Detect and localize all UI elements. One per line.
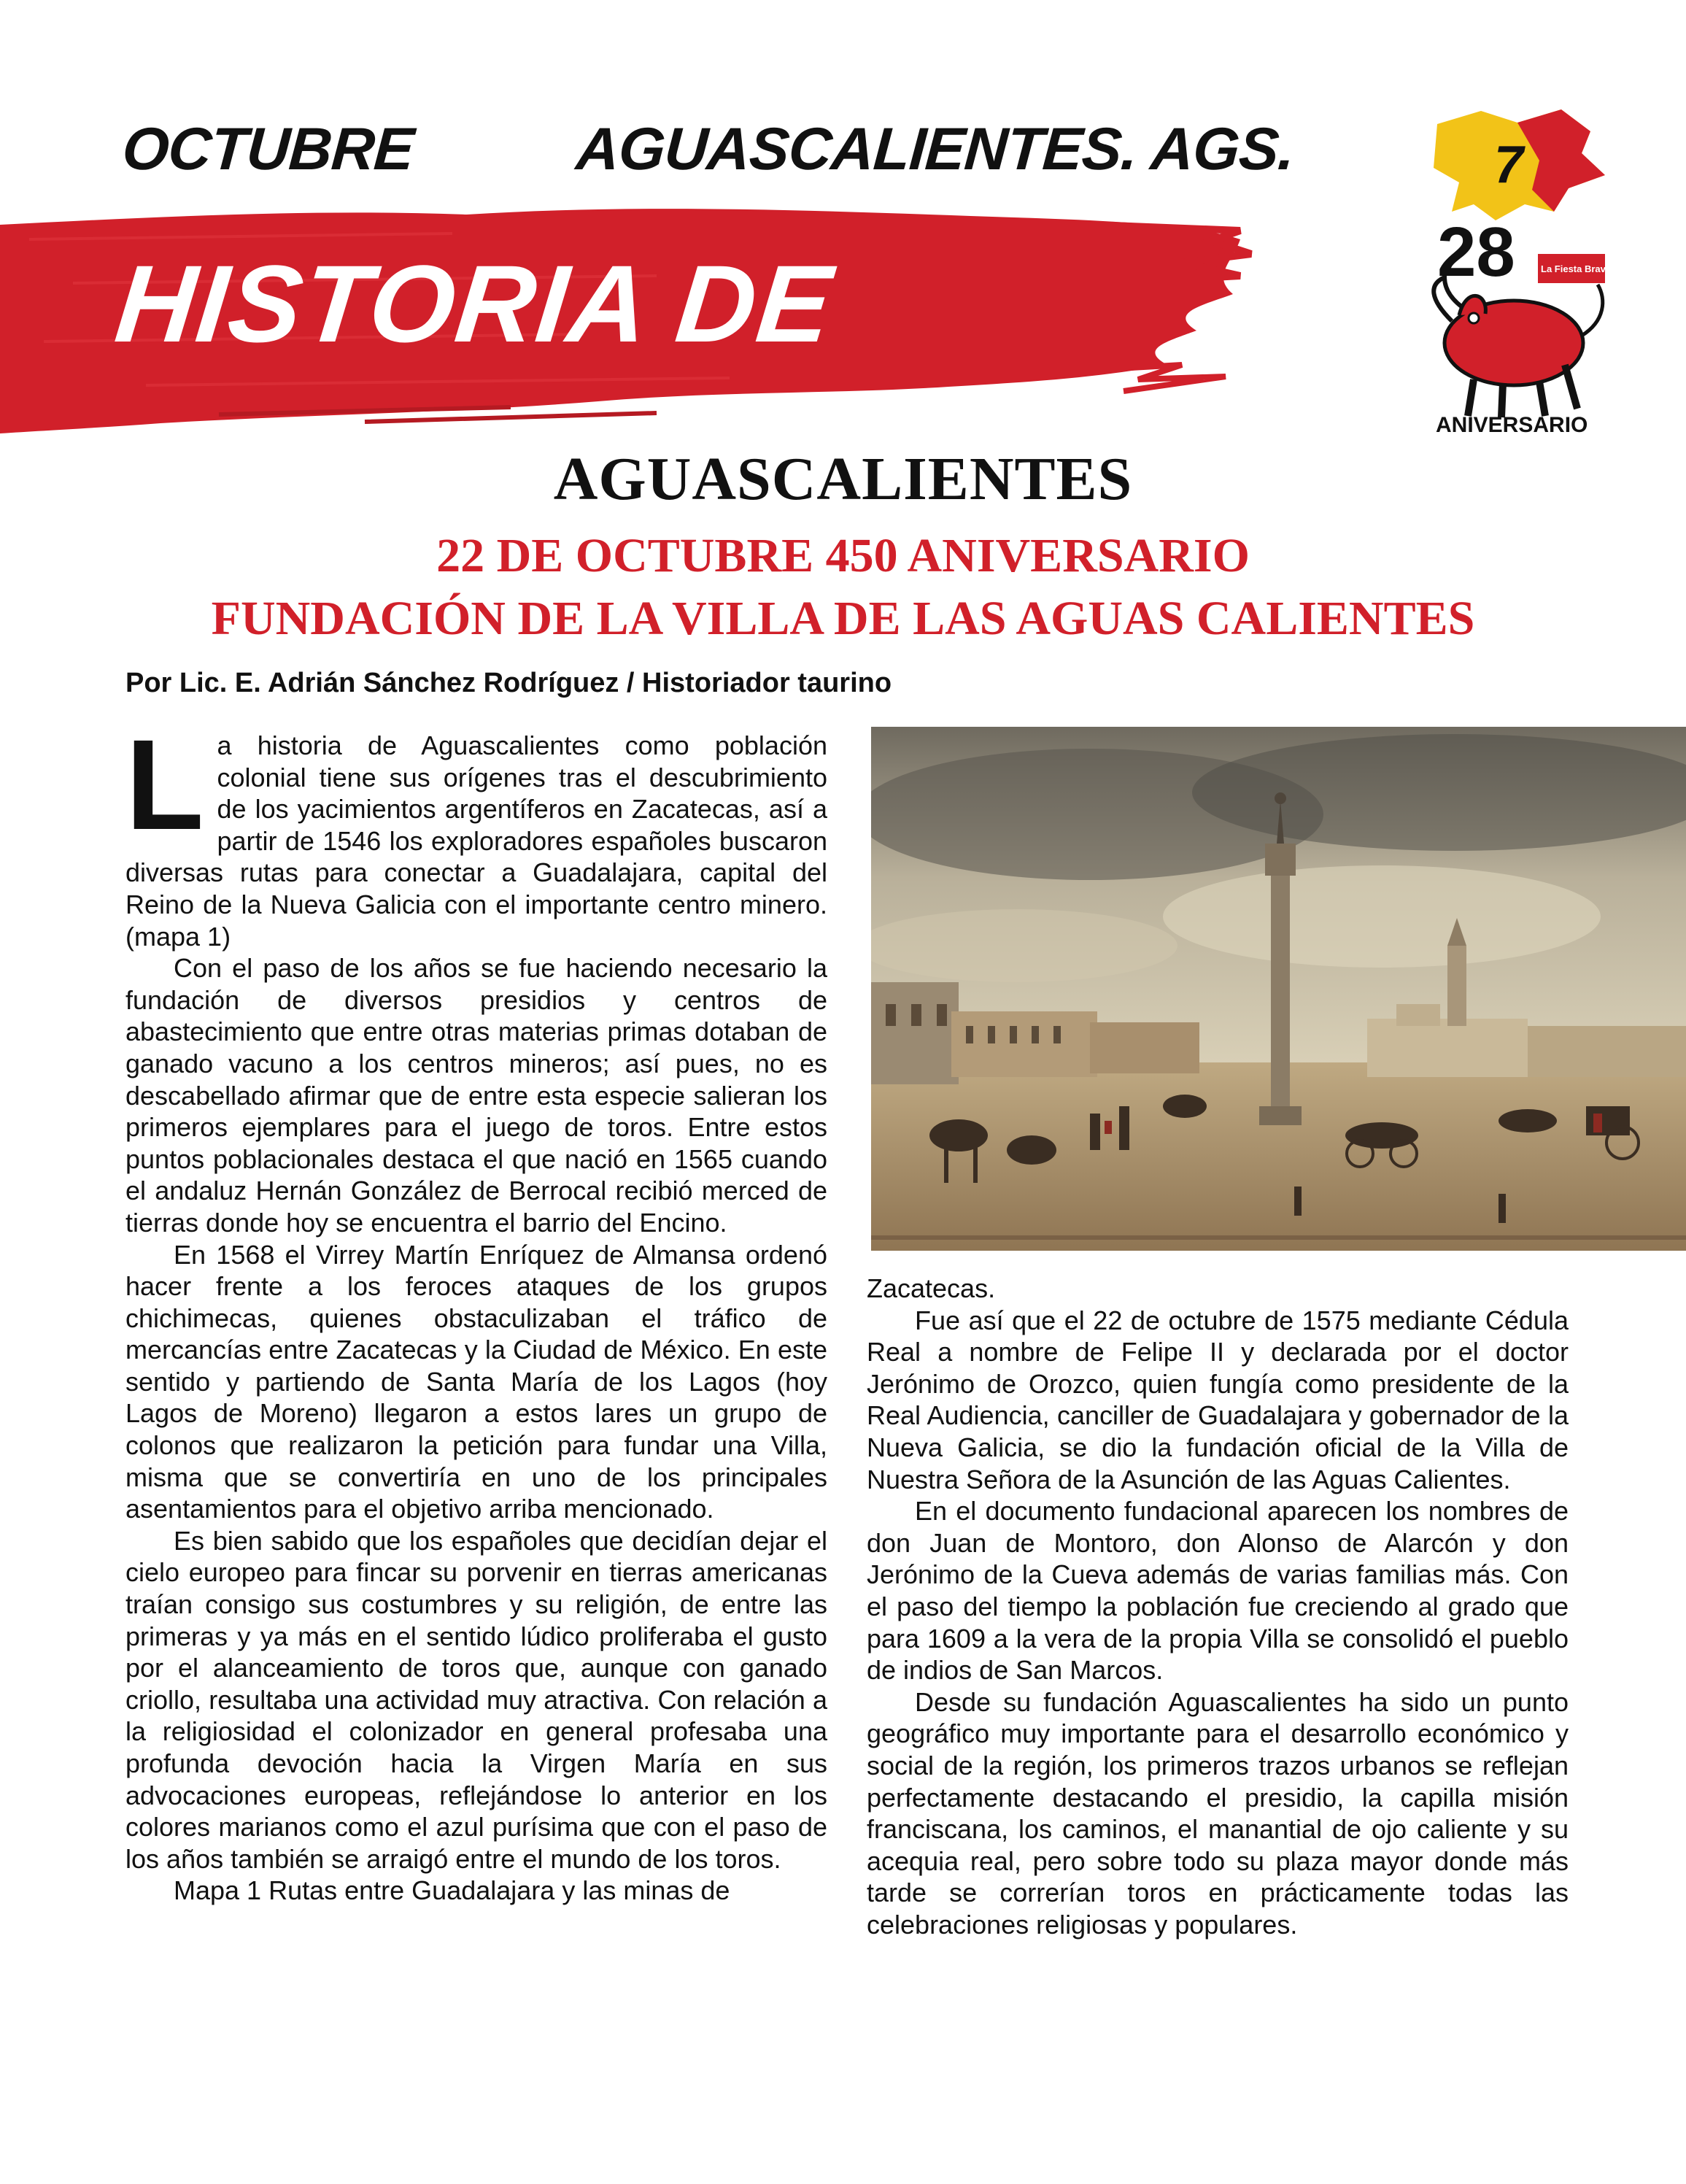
badge-caption: ANIVERSARIO	[1436, 413, 1588, 437]
paragraph: Desde su fundación Aguascalientes ha sido un punto geográfico muy importante para el desarrollo económico y social de la región, los primeros trazos urbanos se reflejan perfectamente destacando el presidio, la capilla misión franciscana, los caminos, el manantial de ojo caliente y su acequia real, pero sobre todo su plaza mayor donde más tarde se correrían toros en prácticamente todas las celebraciones religiosas y populares.	[867, 1686, 1569, 1940]
paragraph: Mapa 1 Rutas entre Guadalajara y las minas de	[174, 1875, 730, 1906]
section-title: HISTORIA DE	[110, 242, 839, 365]
article-subtitle-1: 22 DE OCTUBRE 450 ANIVERSARIO	[436, 529, 1250, 582]
byline: Por Lic. E. Adrián Sánchez Rodríguez / Historiador taurino	[125, 668, 892, 698]
issue-city: AGUASCALIENTES. AGS.	[573, 116, 1297, 182]
paragraph: En 1568 el Virrey Martín Enríquez de Almansa ordenó hacer frente a los feroces ataques de los grupos chichimecas, quienes obstaculizaban el tráfico de mercancías entre Zacatecas y la Ciudad de México. En este sentido y partiendo de Santa María de los Lagos (hoy Lagos de Moreno) llegaron a estos lares un grupo de colonos que realizaron la petición para fundar una Villa, misma que se convertiría en uno de los principales asentamientos para el objetivo arriba mencionado.	[125, 1239, 827, 1524]
paragraph: Es bien sabido que los españoles que decidían dejar el cielo europeo para fincar su porvenir en tierras americanas traían consigo sus costumbres y su religión, de entre las primeras y ya más en el sentido lúdico proliferaba el gusto por el alanceamiento de toros que, aunque con ganado criollo, resultaba una actividad muy atractiva. Con relación a la religiosidad el colonizador en general profesaba una profunda devoción hacia la Virgen María en sus advocaciones europeas, reflejándose lo anterior en los colores marianos como el azul purísima que con el paso de los años también se arraigó entre el mundo de los toros.	[125, 1525, 827, 1874]
drop-cap: L	[125, 714, 204, 857]
paragraph: En el documento fundacional aparecen los nombres de don Juan de Montoro, don Alonso de Alarcón y don Jerónimo de la Cueva además de varias familias más. Con el paso del tiempo la población fue creciendo al grado que para 1609 a la vera de la propia Villa se consolidó el pueblo de indios de San Marcos.	[867, 1496, 1569, 1686]
left-column	[125, 714, 827, 1907]
historic-plaza-painting	[871, 727, 1686, 1251]
badge-ribbon-text: La Fiesta Brava	[1541, 263, 1612, 274]
paragraph: Fue así que el 22 de octubre de 1575 mediante Cédula Real a nombre de Felipe II y declarada por el doctor Jerónimo de Orozco, quien fungía como presidente de la Real Audiencia, canciller de Guadalajara y gobernador de la Nueva Galicia, se dio la fundación oficial de la Villa de Nuestra Señora de la Asunción de las Aguas Calientes.	[867, 1305, 1569, 1494]
paragraph: Con el paso de los años se fue haciendo necesario la fundación de diversos presidios y centros de abastecimiento que entre otras materias primas dotaban de ganado vacuno a los centros mineros; así pues, no es descabellado afirmar que de entre esta especie salieran los primeros ejemplares para el juego de toros. Entre estos puntos poblacionales destaca el que nació en 1565 cuando el andaluz Hernán González de Berrocal recibió merced de tierras donde hoy se encuentra el barrio del Encino.	[125, 953, 827, 1238]
anniversary-badge	[1415, 102, 1634, 438]
article-title: AGUASCALIENTES	[553, 445, 1133, 513]
paragraph: Zacatecas.	[867, 1273, 996, 1303]
page-number: 7	[1494, 136, 1524, 194]
issue-month: OCTUBRE	[120, 116, 416, 182]
bull-icon	[1434, 277, 1603, 417]
paragraph: La historia de Aguascalientes como población colonial tiene sus orígenes tras el descubrimiento de los yacimientos argentíferos en Zacatecas, así a partir de 1546 los exploradores españoles buscaron diversas rutas para conectar a Guadalajara, capital del Reino de la Nueva Galicia con el importante centro minero. (mapa 1)	[125, 714, 827, 952]
right-column	[867, 1273, 1569, 1940]
anniversary-number: 28	[1437, 213, 1515, 291]
article-subtitle-2: FUNDACIÓN DE LA VILLA DE LAS AGUAS CALIENTES	[211, 592, 1475, 645]
